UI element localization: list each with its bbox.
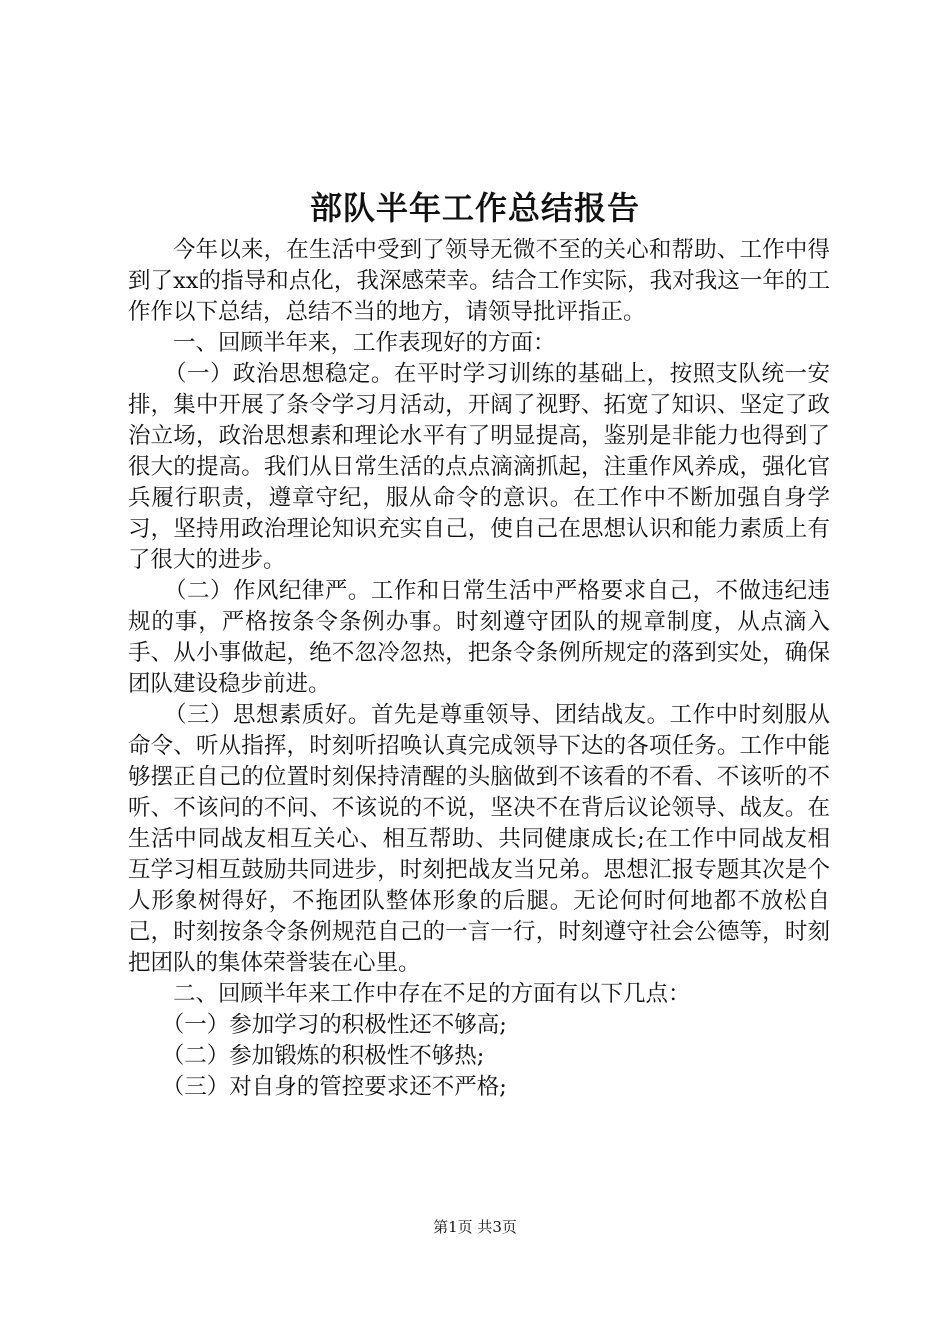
page-number: 第1页 共3页	[433, 1218, 517, 1236]
document-body	[128, 235, 830, 1103]
shortcoming-item-1: （一）参加学习的积极性还不够高;	[161, 1012, 507, 1038]
shortcoming-item-3: （三）对自身的管控要求还不严格;	[161, 1074, 507, 1100]
shortcoming-item-2: （二）参加锻炼的积极性不够热;	[161, 1043, 485, 1069]
subsection-paragraph-1: （一）政治思想稳定。在平时学习训练的基础上，按照支队统一安排，集中开展了条令学习月活动，开阔了视野、拓宽了知识、坚定了政治立场，政治思想素和理论水平有了明显提高，鉴别是非能力也得到了很大的提高。我们从日常生活的点点滴滴抓起，注重作风养成，强化官兵履行职责，遵章守纪，服从命令的意识。在工作中不断加强自身学习，坚持用政治理论知识充实自己，使自己在思想认识和能力素质上有了很大的进步。	[128, 361, 830, 573]
section-heading-1: 一、回顾半年来，工作表现好的方面：	[173, 330, 556, 356]
document-title: 部队半年工作总结报告	[309, 189, 640, 227]
section-heading-2: 二、回顾半年来工作中存在不足的方面有以下几点：	[173, 981, 691, 1007]
intro-paragraph: 今年以来，在生活中受到了领导无微不至的关心和帮助、工作中得到了xx的指导和点化，我深感荣幸。结合工作实际，我对我这一年的工作作以下总结，总结不当的地方，请领导批评指正。	[128, 237, 830, 325]
subsection-paragraph-2: （二）作风纪律严。工作和日常生活中严格要求自己，不做违纪违规的事，严格按条令条例办事。时刻遵守团队的规章制度，从点滴入手、从小事做起，绝不忽冷忽热，把条令条例所规定的落到实处，确保团队建设稳步前进。	[128, 578, 830, 697]
subsection-paragraph-3: （三）思想素质好。首先是尊重领导、团结战友。工作中时刻服从命令、听从指挥，时刻听招唤认真完成领导下达的各项任务。工作中能够摆正自己的位置时刻保持清醒的头脑做到不该看的不看、不该听的不听、不该问的不问、不该说的不说，坚决不在背后议论领导、战友。在生活中同战友相互关心、相互帮助、共同健康成长;在工作中同战友相互学习相互鼓励共同进步，时刻把战友当兄弟。思想汇报专题其次是个人形象树得好，不拖团队整体形象的后腿。无论何时何地都不放松自己，时刻按条令条例规范自己的一言一行，时刻遵守社会公德等，时刻把团队的集体荣誉装在心里。	[128, 702, 830, 976]
